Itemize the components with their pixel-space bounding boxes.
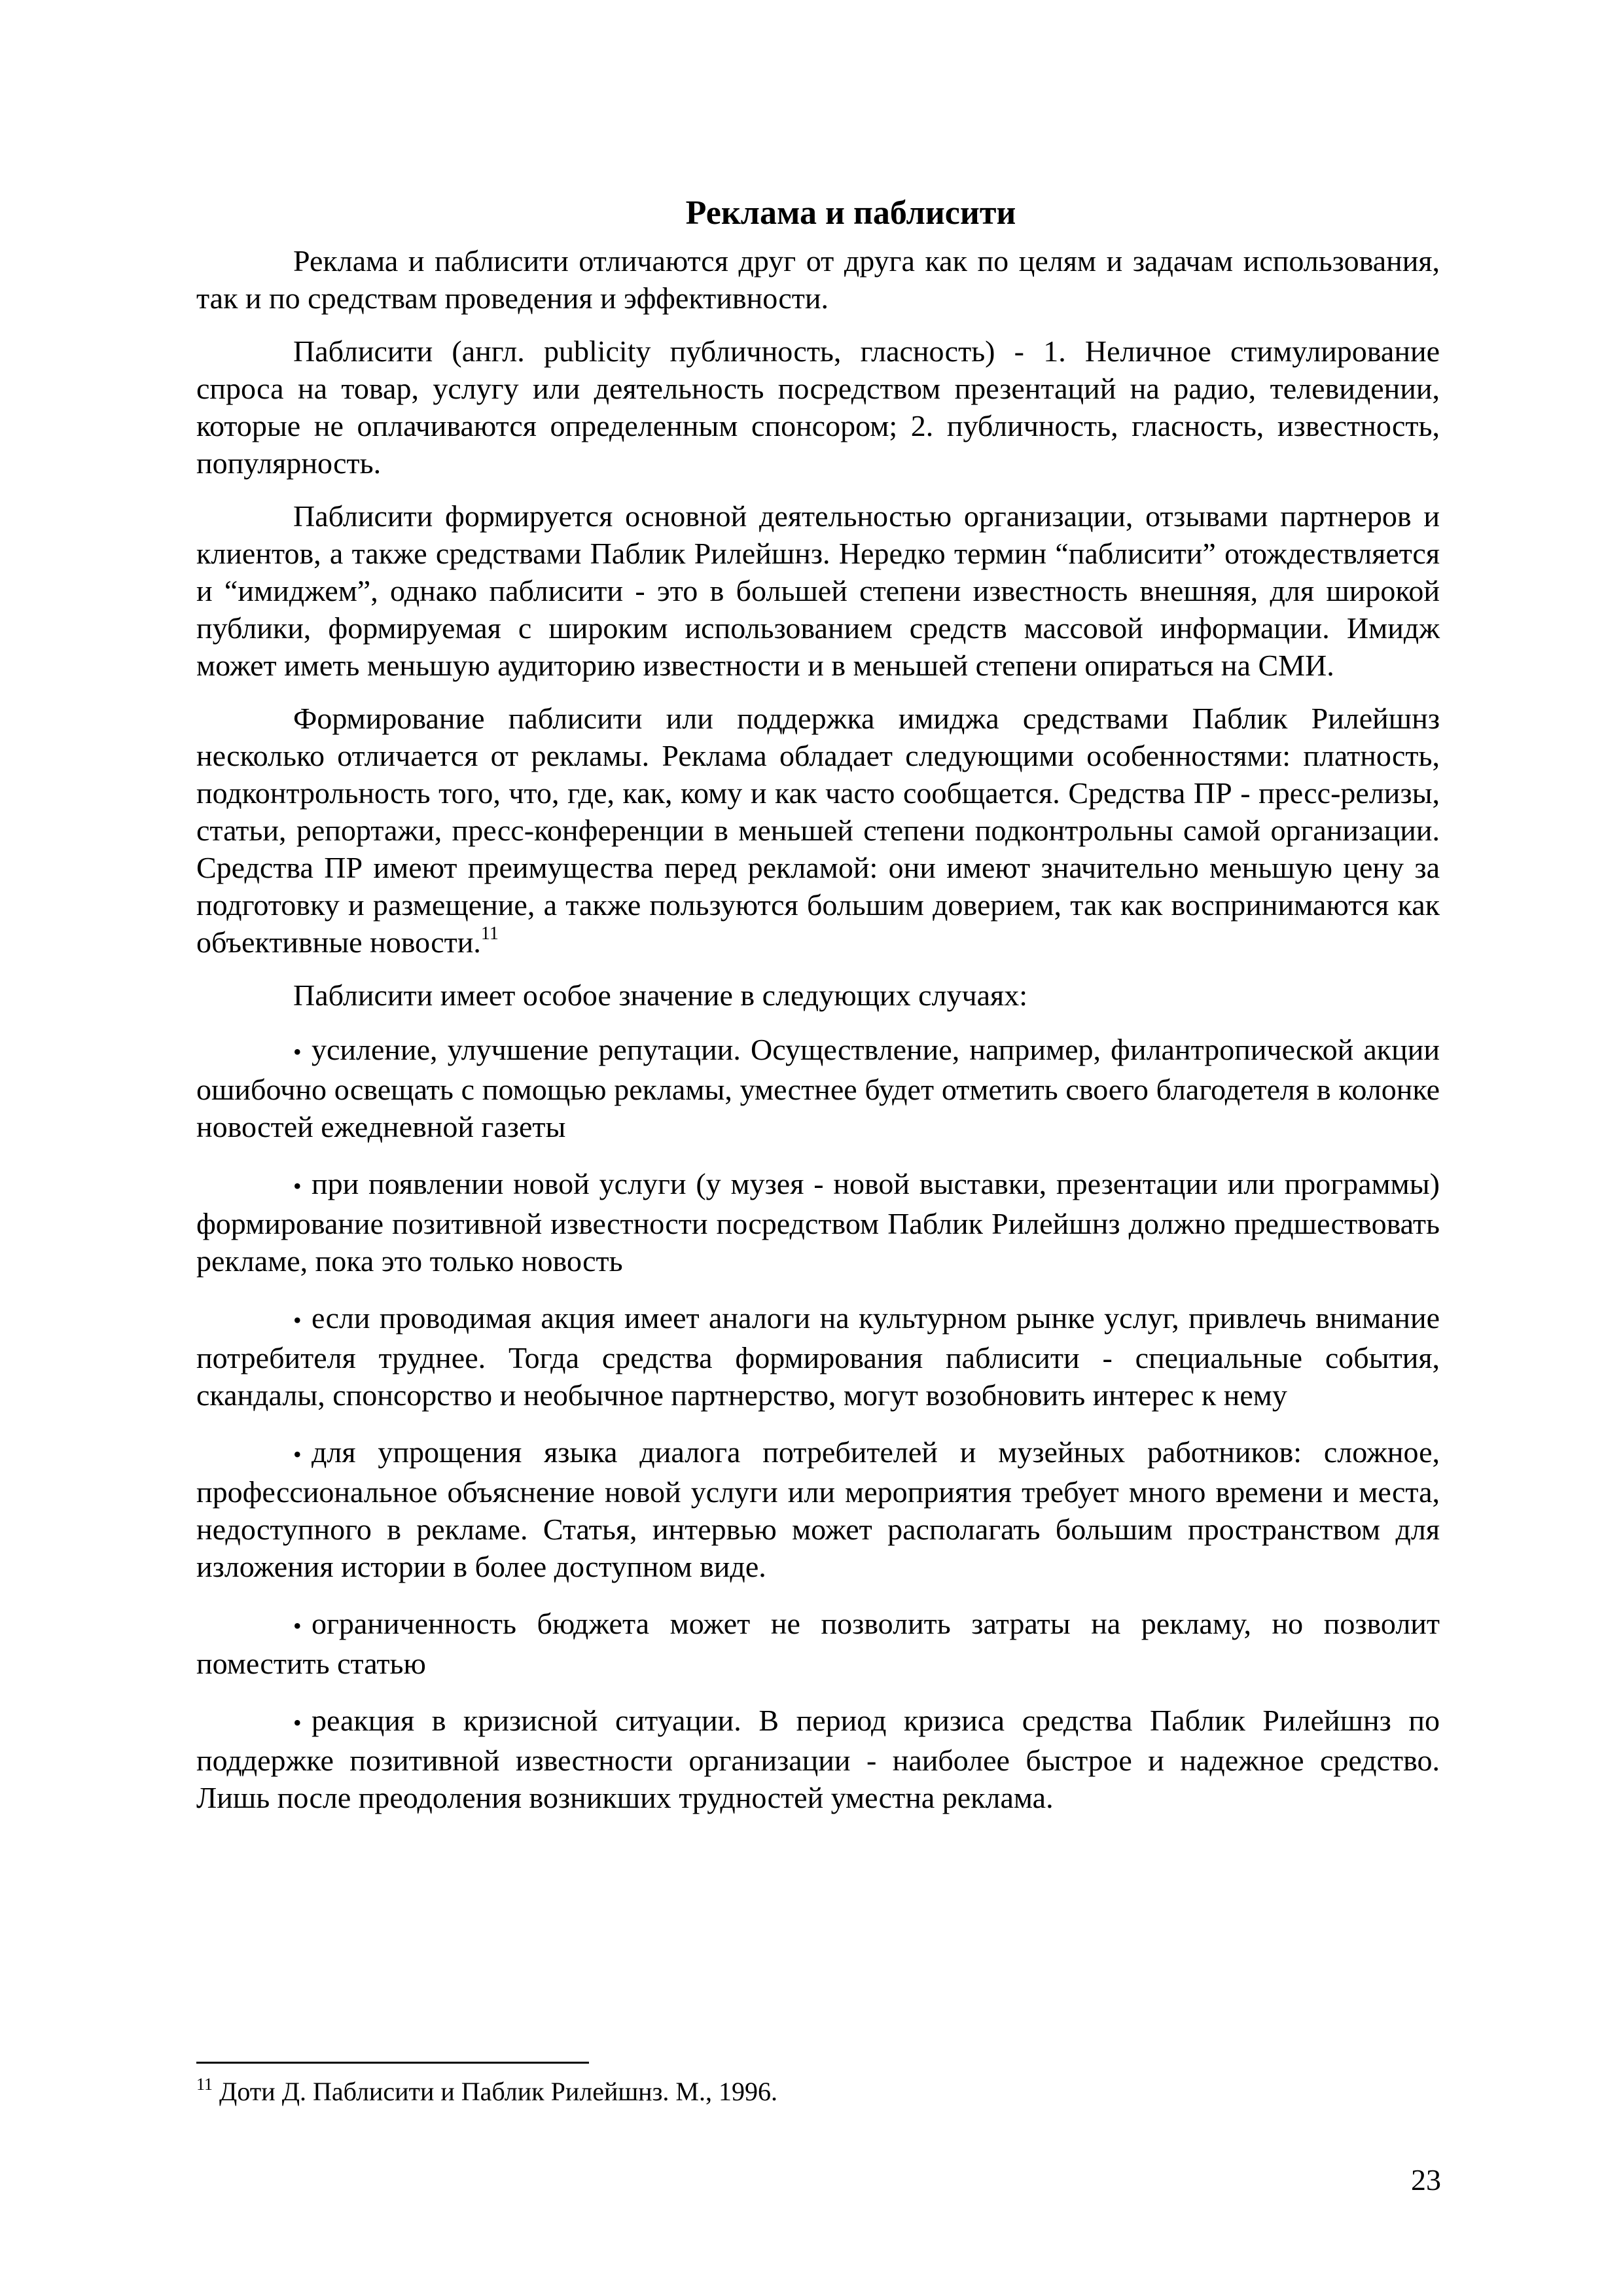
footnote-divider xyxy=(196,2062,589,2064)
bullet-list xyxy=(196,1031,1440,1816)
paragraph-definition: Паблисити (англ. publicity публичность, гласность) - 1. Неличное стимулирование спроса на товар, услугу или деятельность посредством презентаций на радио, телевидении, которые не оплачиваются определенным спонсором; 2. публичность, гласность, известность, популярность. xyxy=(196,334,1440,480)
list-item xyxy=(196,1165,1440,1280)
bullet-icon: • xyxy=(293,1039,302,1065)
list-item-text: если проводимая акция имеет аналоги на культурном рынке услуг, привлечь внимание потребителя труднее. Тогда средства формирования паблисити - специальные события, скандалы, спонсорство и необычное партнерство, могут возобновить интерес к нему xyxy=(196,1301,1440,1412)
list-item xyxy=(196,1433,1440,1585)
footnote-reference: 11 xyxy=(480,924,499,944)
list-intro: Паблисити имеет особое значение в следующих случаях: xyxy=(293,978,1027,1012)
bullet-icon: • xyxy=(293,1307,302,1333)
page-number: 23 xyxy=(1411,2163,1441,2197)
list-item-text: ограниченность бюджета может не позволить затраты на рекламу, но позволит поместить статью xyxy=(196,1607,1440,1680)
paragraph-pr-vs-advertising xyxy=(196,700,1440,961)
document-body xyxy=(196,190,1440,1836)
footnote-mark: 11 xyxy=(196,2075,213,2094)
paragraph-publicity-formation: Паблисити формируется основной деятельностью организации, отзывами партнеров и клиентов, а также средствами Паблик Рилейшнз. Нередко термин “паблисити” отождествляется и “имиджем”, однако паблисити - это в большей степени известность внешняя, для широкой публики, формируемая с широким использованием средств массовой информации. Имидж может иметь меньшую аудиторию известности и в меньшей степени опираться на СМИ. xyxy=(196,499,1440,682)
list-item xyxy=(196,1031,1440,1145)
list-item xyxy=(196,1605,1440,1682)
footnote-text: Доти Д. Паблисити и Паблик Рилейшнз. М., 1996. xyxy=(219,2077,777,2106)
list-item-text: реакция в кризисной ситуации. В период кризиса средства Паблик Рилейшнз по поддержке позитивной известности организации - наиболее быстрое и надежное средство. Лишь после преодоления возникших трудностей уместна реклама. xyxy=(196,1704,1440,1814)
page-title: Реклама и паблисити xyxy=(685,194,1016,232)
bullet-icon: • xyxy=(293,1441,302,1467)
paragraph-pr-vs-advertising-text: Формирование паблисити или поддержка имиджа средствами Паблик Рилейшнз несколько отличается от рекламы. Реклама обладает следующими особенностями: платность, подконтрольность того, что, где, как, кому и как часто сообщается. Средства ПР - пресс-релизы, статьи, репортажи, пресс-конференции в меньшей степени подконтрольны самой организации. Средства ПР имеют преимущества перед рекламой: они имеют значительно меньшую цену за подготовку и размещение, а также пользуются большим доверием, так как воспринимаются как объективные новости. xyxy=(196,702,1440,959)
footnote xyxy=(196,2075,1440,2109)
list-item xyxy=(196,1299,1440,1414)
bullet-icon: • xyxy=(293,1613,302,1639)
paragraph-intro: Реклама и паблисити отличаются друг от друга как по целям и задачам использования, так и по средствам проведения и эффективности. xyxy=(196,244,1440,315)
list-item xyxy=(196,1702,1440,1816)
list-item-text: при появлении новой услуги (у музея - новой выставки, презентации или программы) формирование позитивной известности посредством Паблик Рилейшнз должно предшествовать рекламе, пока это только новость xyxy=(196,1167,1440,1278)
list-item-text: усиление, улучшение репутации. Осуществление, например, филантропической акции ошибочно освещать с помощью рекламы, уместнее будет отметить своего благодетеля в колонке новостей ежедневной газеты xyxy=(196,1033,1440,1143)
list-item-text: для упрощения языка диалога потребителей и музейных работников: сложное, профессиональное объяснение новой услуги или мероприятия требует много времени и места, недоступного в рекламе. Статья, интервью может располагать большим пространством для изложения истории в более доступном виде. xyxy=(196,1435,1440,1583)
bullet-icon: • xyxy=(293,1173,302,1199)
bullet-icon: • xyxy=(293,1710,302,1736)
